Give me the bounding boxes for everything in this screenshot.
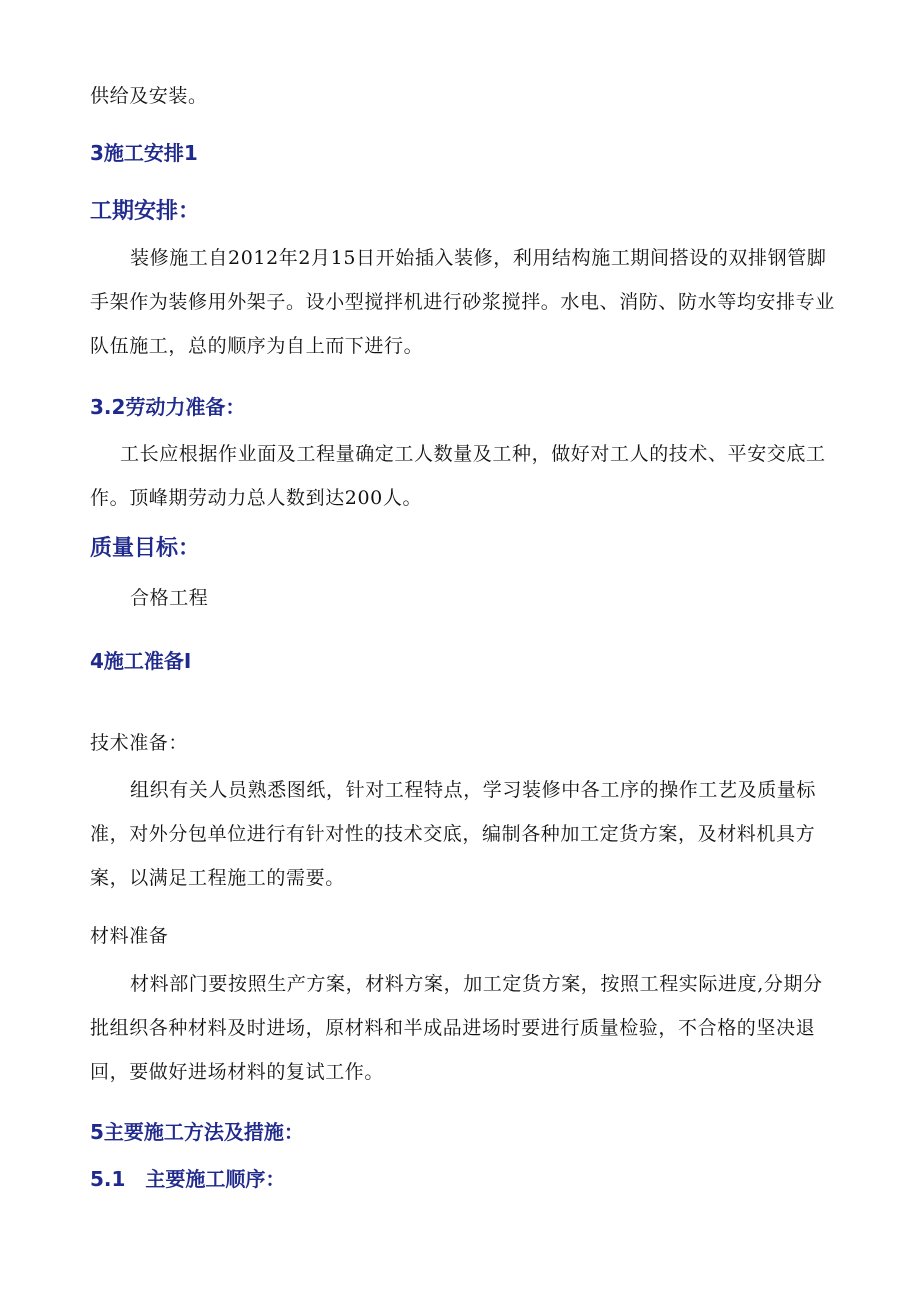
tech-prep-label: 技术准备：	[90, 732, 189, 754]
schedule-paragraph: 装修施工自2012年2月15日开始插入装修，利用结构施工期间搭设的双排钢管脚手架作为装修用外架子。设小型搅拌机进行砂浆搅拌。水电、消防、防水等均安排专业队伍施工，总的顺序为自上而下进行。	[90, 247, 835, 357]
section-3-heading: 3施工安排1	[90, 141, 198, 165]
labor-heading: 3.2劳动力准备：	[90, 395, 246, 419]
tech-prep-paragraph: 组织有关人员熟悉图纸，针对工程特点，学习装修中各工序的操作工艺及质量标准，对外分包单位进行有针对性的技术交底，编制各种加工定货方案，及材料机具方案，以满足工程施工的需要。	[90, 779, 817, 889]
intro-tail-paragraph: 供给及安装。	[90, 85, 208, 107]
quality-heading: 质量目标：	[90, 536, 201, 561]
labor-paragraph: 工长应根据作业面及工程量确定工人数量及工种，做好对工人的技术、平安交底工作。顶峰期劳动力总人数到达200人。	[90, 443, 826, 509]
section-5-1-heading: 5.1 主要施工顺序：	[90, 1167, 286, 1191]
section-5-heading: 5主要施工方法及措施：	[90, 1120, 304, 1144]
schedule-heading: 工期安排：	[90, 199, 201, 224]
material-prep-label: 材料准备	[90, 925, 169, 947]
material-prep-paragraph: 材料部门要按照生产方案，材料方案，加工定货方案，按照工程实际进度,分期分批组织各种材料及时进场，原材料和半成品进场时要进行质量检验，不合格的坚决退回，要做好进场材料的复试工作。	[90, 973, 823, 1083]
section-4-heading: 4施工准备I	[90, 649, 192, 673]
quality-paragraph: 合格工程	[130, 587, 209, 609]
